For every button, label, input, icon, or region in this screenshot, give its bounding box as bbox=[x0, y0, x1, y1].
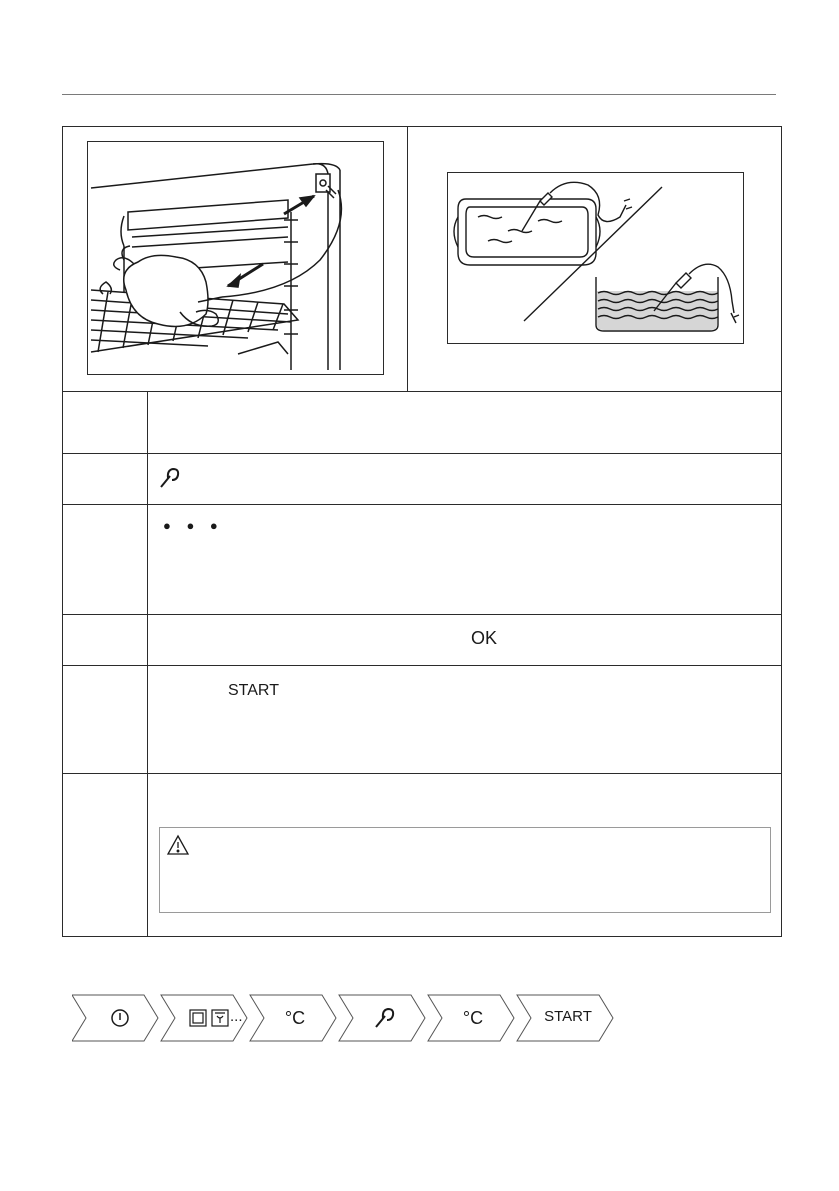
steps-table bbox=[62, 126, 782, 937]
fan-function-icon bbox=[210, 1008, 230, 1033]
row-divider bbox=[62, 504, 782, 505]
row-divider bbox=[62, 773, 782, 774]
three-dots-icon: ● ● ● bbox=[163, 518, 224, 533]
oven-probe-illustration bbox=[87, 141, 384, 375]
warning-box bbox=[159, 827, 771, 913]
probe-step-icon bbox=[373, 1006, 397, 1035]
header-rule bbox=[62, 94, 776, 95]
image-divider bbox=[407, 126, 408, 391]
row-divider bbox=[62, 453, 782, 454]
start-step-label: START bbox=[544, 1008, 592, 1025]
row-divider bbox=[62, 665, 782, 666]
power-icon bbox=[110, 1008, 130, 1033]
row-divider bbox=[62, 614, 782, 615]
step-column-divider bbox=[147, 391, 148, 937]
probe-insertion-illustration bbox=[447, 172, 744, 344]
probe-icon bbox=[158, 466, 182, 494]
operation-sequence bbox=[72, 994, 617, 1042]
ok-label: OK bbox=[471, 628, 498, 648]
warning-icon bbox=[166, 834, 190, 861]
oven-function-icon bbox=[188, 1008, 208, 1033]
temperature-label: °C bbox=[284, 1008, 306, 1028]
start-label: START bbox=[228, 682, 279, 699]
row-divider bbox=[62, 391, 782, 392]
more-functions-label: ... bbox=[230, 1008, 243, 1025]
core-temperature-label: °C bbox=[462, 1008, 484, 1028]
